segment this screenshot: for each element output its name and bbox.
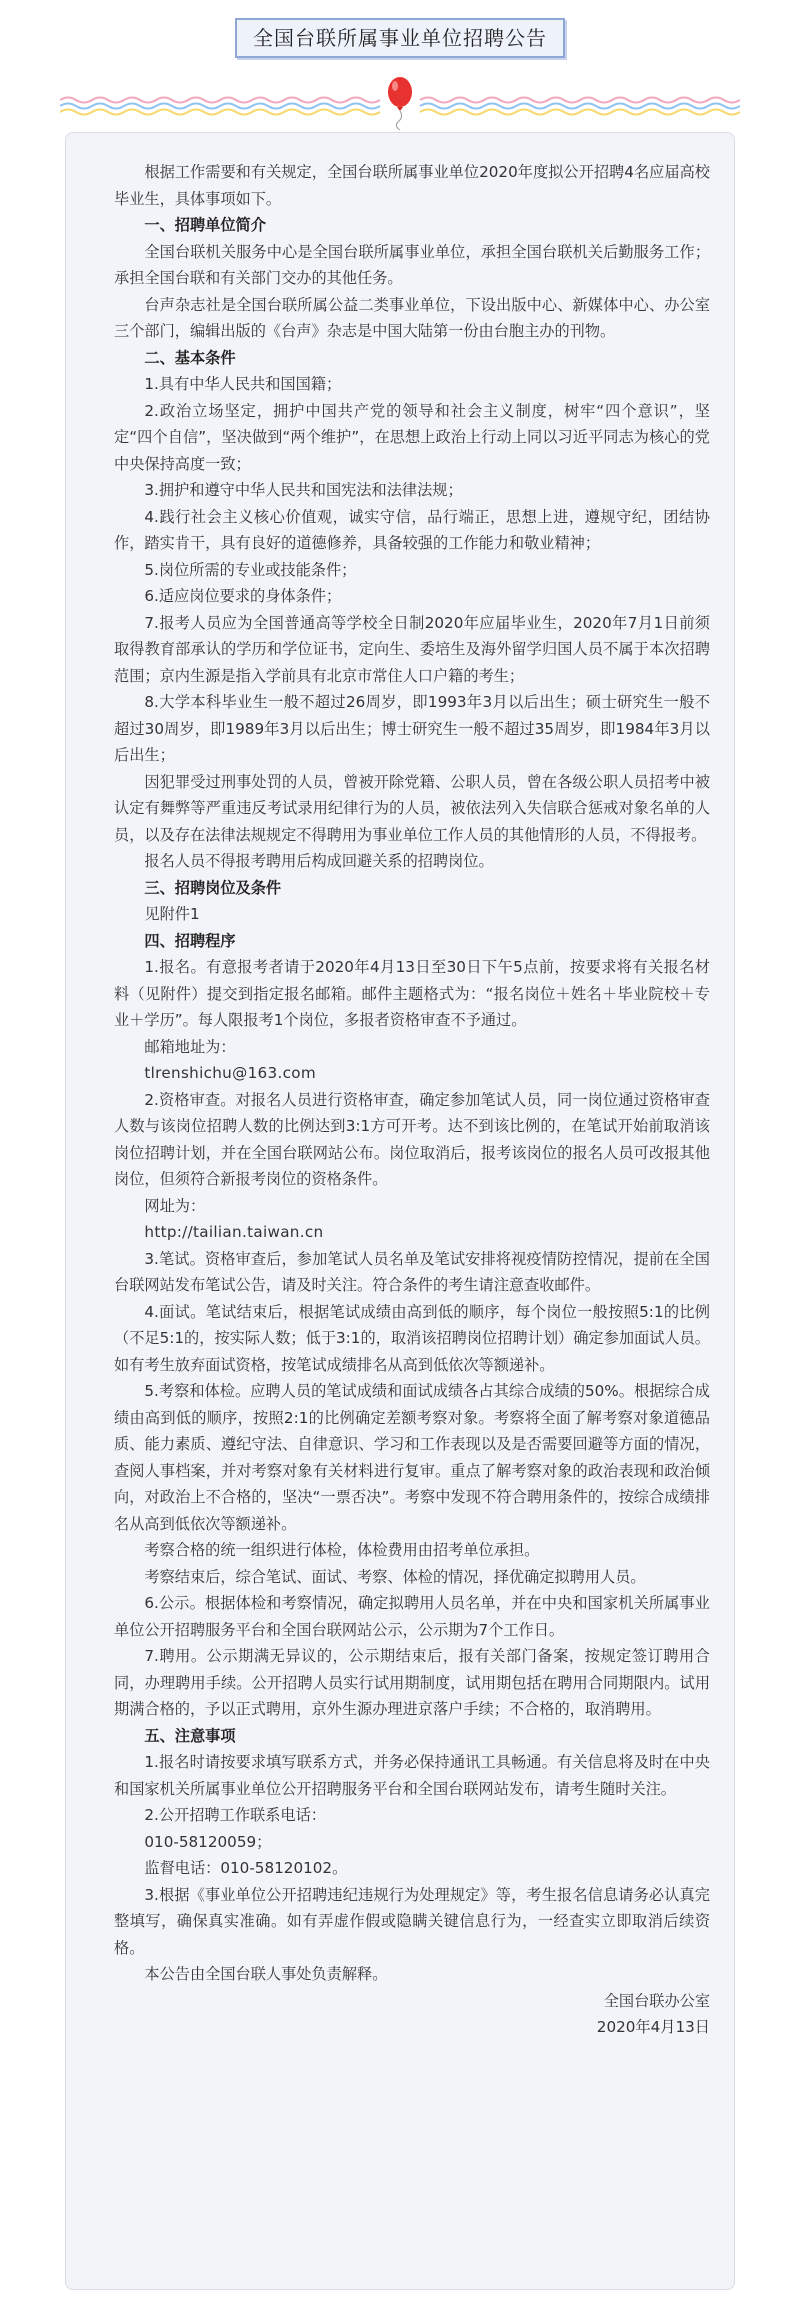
paragraph: 2.政治立场坚定，拥护中国共产党的领导和社会主义制度，树牢“四个意识”，坚定“四个自信”，坚决做到“两个维护”，在思想上政治上行动上同以习近平同志为核心的党中央保持高度一致； [114,401,710,473]
paragraph: 4.面试。笔试结束后，根据笔试成绩由高到低的顺序，每个岗位一般按照5:1的比例（不足5:1的，按实际人数；低于3:1的，取消该招聘岗位招聘计划）确定参加面试人员。如有考生放弃面试资格，按笔试成绩排名从高到低依次等额递补。 [114,1302,710,1374]
paragraph: 1.具有中华人民共和国国籍； [144,375,342,393]
email-address: tlrenshichu@163.com [144,1064,316,1082]
decorative-divider [60,70,740,130]
paragraph: 全国台联机关服务中心是全国台联所属事业单位，承担全国台联机关后勤服务工作；承担全国台联和有关部门交办的其他任务。 [114,242,710,287]
website-url: http://tailian.taiwan.cn [144,1223,324,1241]
paragraph: 本公告由全国台联人事处负责解释。 [144,1965,388,1983]
paragraph: 5.考察和体检。应聘人员的笔试成绩和面试成绩各占其综合成绩的50%。根据综合成绩由高到低的顺序，按照2:1的比例确定差额考察对象。考察将全面了解考察对象道德品质、能力素质、遵纪守法、自律意识、学习和工作表现以及是否需要回避等方面的情况，查阅人事档案，并对考察对象有关材料进行复审。重点了解考察对象的政治表现和政治倾向，对政治上不合格的，坚决“一票否决”。考察中发现不符合聘用条件的，按综合成绩排名从高到低依次等额递补。 [114,1382,710,1533]
paragraph: 邮箱地址为： [144,1037,236,1056]
paragraph: 台声杂志社是全国台联所属公益二类事业单位，下设出版中心、新媒体中心、办公室三个部门，编辑出版的《台声》杂志是中国大陆第一份由台胞主办的刊物。 [114,295,710,340]
wavy-line-right [420,98,740,115]
phone-number: 010-58120059； [144,1832,272,1851]
paragraph: 1.报名。有意报考者请于2020年4月13日至30日下午5点前，按要求将有关报名材料（见附件）提交到指定报名邮箱。邮件主题格式为：“报名岗位＋姓名＋毕业院校＋专业＋学历”。每人限报考1个岗位，多报者资格审查不予通过。 [114,958,710,1029]
paragraph: 3.笔试。资格审查后，参加笔试人员名单及笔试安排将视疫情防控情况，提前在全国台联网站发布笔试公告，请及时关注。符合条件的考生请注意查收邮件。 [114,1249,710,1294]
paragraph: 报名人员不得报考聘用后构成回避关系的招聘岗位。 [144,852,494,870]
paragraph: 考察合格的统一组织进行体检，体检费用由招考单位承担。 [144,1541,540,1559]
signature-date: 2020年4月13日 [596,2018,710,2036]
section-heading-5: 五、注意事项 [144,1726,236,1745]
balloon-icon [388,77,412,130]
announcement-card [65,132,735,2290]
paragraph: 1.报名时请按要求填写联系方式，并务必保持通讯工具畅通。有关信息将及时在中央和国家机关所属事业单位公开招聘服务平台和全国台联网站发布，请考生随时关注。 [114,1753,710,1798]
paragraph: 因犯罪受过刑事处罚的人员，曾被开除党籍、公职人员，曾在各级公职人员招考中被认定有舞弊等严重违反考试录用纪律行为的人员，被依法列入失信联合惩戒对象名单的人员，以及存在法律法规规定不得聘用为事业单位工作人员的其他情形的人员，不得报考。 [114,772,710,844]
section-heading-4: 四、招聘程序 [144,931,236,950]
paragraph: 3.拥护和遵守中华人民共和国宪法和法律法规； [144,481,463,499]
paragraph: 7.聘用。公示期满无异议的，公示期结束后，报有关部门备案，按规定签订聘用合同，办理聘用手续。公开招聘人员实行试用期制度，试用期包括在聘用合同期限内。试用期满合格的，予以正式聘用，京外生源办理进京落户手续；不合格的，取消聘用。 [114,1647,710,1718]
paragraph: 见附件1 [144,905,200,923]
signature-office: 全国台联办公室 [603,1991,710,2010]
paragraph-intro: 根据工作需要和有关规定，全国台联所属事业单位2020年度拟公开招聘4名应届高校毕业生，具体事项如下。 [114,163,710,208]
wavy-line-left [60,98,380,115]
section-heading-2: 二、基本条件 [144,348,236,367]
paragraph: 网址为： [144,1196,206,1215]
paragraph: 4.践行社会主义核心价值观，诚实守信，品行端正，思想上进，遵规守纪，团结协作，踏实肯干，具有良好的道德修养，具备较强的工作能力和敬业精神； [114,507,710,552]
title-area [0,18,800,58]
paragraph: 6.公示。根据体检和考察情况，确定拟聘用人员名单，并在中央和国家机关所属事业单位公开招聘服务平台和全国台联网站公示，公示期为7个工作日。 [114,1594,710,1639]
paragraph: 8.大学本科毕业生一般不超过26周岁，即1993年3月以后出生；硕士研究生一般不超过30周岁，即1989年3月以后出生；博士研究生一般不超过35周岁，即1984年3月以后出生； [114,693,710,764]
announcement-body [114,159,710,2041]
supervision-phone: 监督电话：010-58120102。 [144,1859,348,1877]
section-heading-1: 一、招聘单位简介 [144,216,266,234]
paragraph: 6.适应岗位要求的身体条件； [144,587,342,605]
paragraph: 7.报考人员应为全国普通高等学校全日制2020年应届毕业生，2020年7月1日前须取得教育部承认的学历和学位证书，定向生、委培生及海外留学归国人员不属于本次招聘范围；京内生源是指入学前具有北京市常住人口户籍的考生； [114,613,710,685]
page-title: 全国台联所属事业单位招聘公告 [235,18,565,58]
paragraph: 考察结束后，综合笔试、面试、考察、体检的情况，择优确定拟聘用人员。 [144,1567,646,1586]
paragraph: 2.公开招聘工作联系电话： [144,1806,326,1824]
paragraph: 3.根据《事业单位公开招聘违纪违规行为处理规定》等，考生报名信息请务必认真完整填写，确保真实准确。如有弄虚作假或隐瞒关键信息行为，一经查实立即取消后续资格。 [114,1885,710,1957]
paragraph: 5.岗位所需的专业或技能条件； [144,560,357,579]
section-heading-3: 三、招聘岗位及条件 [144,878,282,897]
paragraph: 2.资格审查。对报名人员进行资格审查，确定参加笔试人员，同一岗位通过资格审查人数与该岗位招聘人数的比例达到3:1方可开考。达不到该比例的，在笔试开始前取消该岗位招聘计划，并在全国台联网站公布。岗位取消后，报考该岗位的报名人员可改报其他岗位，但须符合新报考岗位的资格条件。 [114,1090,710,1188]
